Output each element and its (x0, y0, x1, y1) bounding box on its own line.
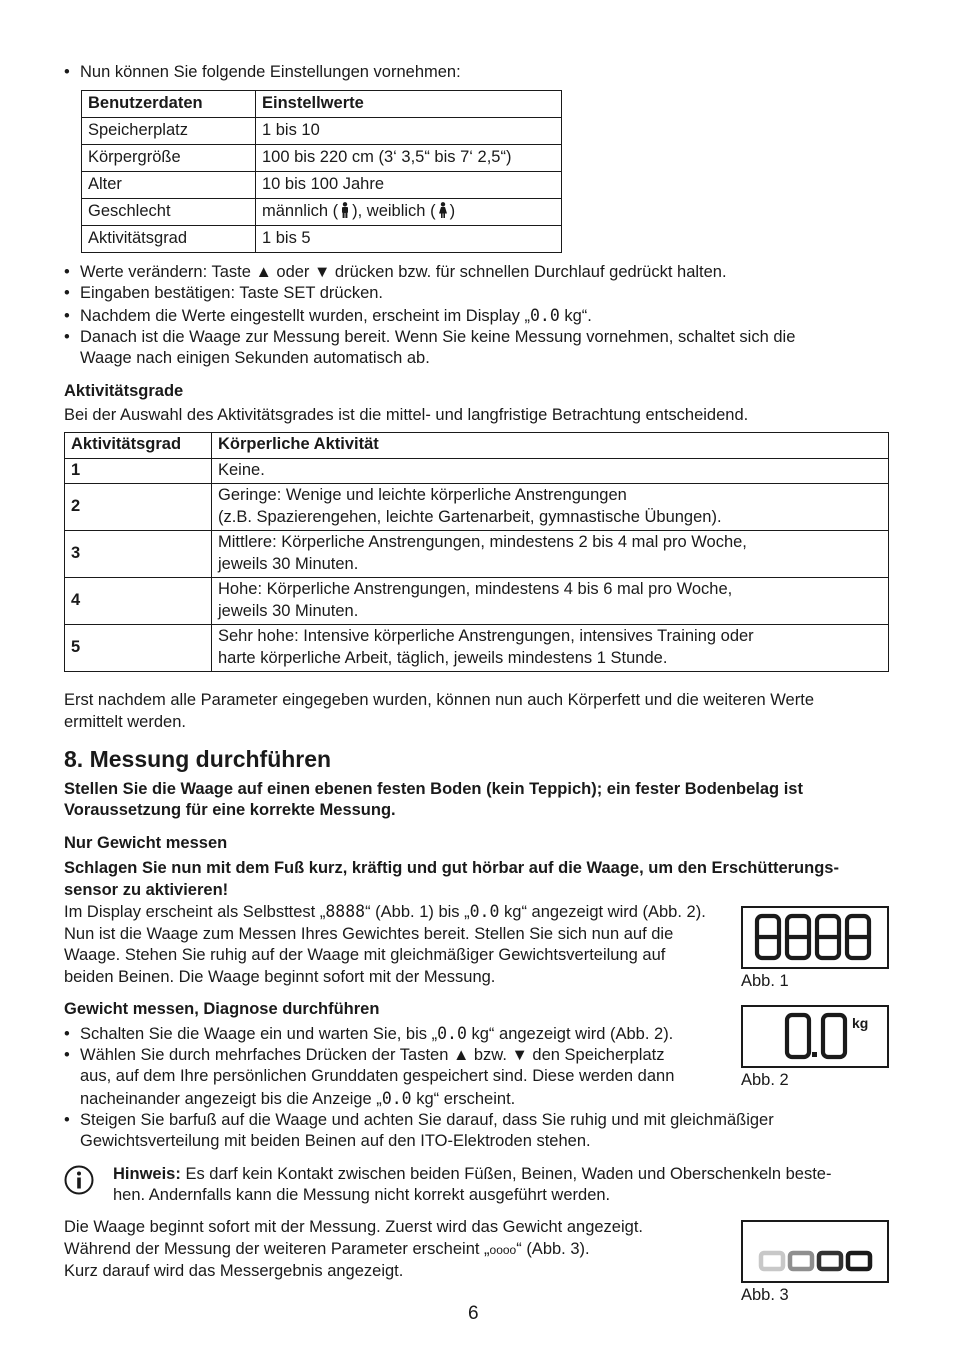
table-row (65, 625, 889, 672)
table-row (82, 199, 562, 226)
activity-heading: Aktivitätsgrade (64, 382, 184, 400)
table-row (82, 145, 562, 172)
display-figure-1 (741, 906, 889, 969)
paragraph: Im Display erscheint als Selbsttest „8888“ (Abb. 1) bis „0.0 kg“ angezeigt wird (Abb. 2). (64, 902, 706, 921)
bullet-item: • Nachdem die Werte eingestellt wurden, erscheint im Display „0.0 kg“. (64, 306, 592, 325)
table-cell: männlich ( ), weiblich ( ) (256, 199, 562, 226)
paragraph: Während der Messung der weiteren Parameter erscheint „oooo“ (Abb. 3). (64, 1240, 590, 1258)
table-cell: 5 (65, 625, 212, 672)
table-row (65, 484, 889, 531)
settings-table (81, 90, 562, 253)
weight-heading: Nur Gewicht messen (64, 834, 228, 852)
female-person-icon (438, 202, 448, 218)
table-row (65, 458, 889, 484)
table-cell: Sehr hohe: Intensive körperliche Anstrengungen, intensives Training oder harte körperliche Arbeit, täglich, jeweils mindestens 1 Stunde. (212, 625, 889, 672)
seven-segment-display (743, 1007, 887, 1066)
table-header-cell: Benutzerdaten (82, 91, 256, 118)
table-row (82, 118, 562, 145)
table-cell: Keine. (212, 458, 889, 484)
paragraph: beiden Beinen. Die Waage beginnt sofort mit der Messung. (64, 968, 496, 986)
bullet-item: • Eingaben bestätigen: Taste SET drücken. (64, 284, 384, 302)
table-header-row (65, 433, 889, 459)
table-header-cell: Körperliche Aktivität (212, 433, 889, 459)
table-cell: Geschlecht (82, 199, 256, 226)
seven-segment-display (743, 908, 887, 967)
paragraph: Nun ist die Waage zum Messen Ihres Gewichtes bereit. Stellen Sie sich nun auf die (64, 925, 674, 943)
intro-bullet: • Nun können Sie folgende Einstellungen vornehmen: (64, 63, 461, 81)
bullet-item: • Steigen Sie barfuß auf die Waage und achten Sie darauf, dass Sie ruhig und mit gleichmäßiger (64, 1111, 774, 1129)
bullet-continuation: Waage nach einigen Sekunden automatisch ab. (80, 349, 430, 367)
figure-caption: Abb. 3 (741, 1286, 789, 1304)
table-row (65, 578, 889, 625)
activity-table (64, 432, 889, 672)
table-cell: Geringe: Wenige und leichte körperliche Anstrengungen (z.B. Spazierengehen, leichte Gartenarbeit, gymnastische Übungen). (212, 484, 889, 531)
table-header-cell: Einstellwerte (256, 91, 562, 118)
table-cell: 1 (65, 458, 212, 484)
unit-label: kg (852, 1015, 869, 1031)
page-number: 6 (468, 1303, 479, 1324)
bullet-item: • Danach ist die Waage zur Messung bereit. Wenn Sie keine Messung vornehmen, schaltet sich die (64, 328, 796, 346)
table-cell: 10 bis 100 Jahre (256, 172, 562, 199)
paragraph: Erst nachdem alle Parameter eingegeben wurden, können nun auch Körperfett und die weiteren Werte (64, 691, 814, 709)
activity-intro: Bei der Auswahl des Aktivitätsgrades ist die mittel- und langfristige Betrachtung entscheidend. (64, 406, 749, 424)
paragraph: ermittelt werden. (64, 713, 186, 731)
table-cell: 1 bis 10 (256, 118, 562, 145)
display-figure-3 (741, 1220, 889, 1283)
paragraph: Waage. Stehen Sie ruhig auf der Waage mit gleichmäßiger Gewichtsverteilung auf (64, 946, 666, 964)
section-intro: Stellen Sie die Waage auf einen ebenen festen Boden (kein Teppich); ein fester Bodenbelag ist (64, 780, 803, 798)
bullet-continuation: nacheinander angezeigt bis die Anzeige „0.0 kg“ erscheint. (80, 1089, 516, 1108)
paragraph: Kurz darauf wird das Messergebnis angezeigt. (64, 1262, 404, 1280)
gender-male-text: männlich ( (262, 202, 339, 221)
weight-bold-text: Schlagen Sie nun mit dem Fuß kurz, kräftig und gut hörbar auf die Waage, um den Erschütterungs- (64, 859, 839, 877)
paragraph: Die Waage beginnt sofort mit der Messung. Zuerst wird das Gewicht angezeigt. (64, 1218, 643, 1236)
male-person-icon (340, 202, 350, 218)
table-row (82, 172, 562, 199)
table-cell: 100 bis 220 cm (3‘ 3,5“ bis 7‘ 2,5“) (256, 145, 562, 172)
diag-heading: Gewicht messen, Diagnose durchführen (64, 1000, 380, 1018)
table-header-cell: Aktivitätsgrad (65, 433, 212, 459)
bullet-item: • Werte verändern: Taste ▲ oder ▼ drücken bzw. für schnellen Durchlauf gedrückt halten. (64, 263, 727, 281)
display-figure-2 (741, 1005, 889, 1068)
seven-segment-display (743, 1222, 887, 1281)
section-intro: Voraussetzung für eine korrekte Messung. (64, 801, 396, 819)
hint-text: hen. Andernfalls kann die Messung nicht korrekt ausgeführt werden. (113, 1186, 611, 1204)
table-cell: 3 (65, 531, 212, 578)
hint-text: Hinweis: Es darf kein Kontakt zwischen beiden Füßen, Beinen, Waden und Oberschenkeln beste- (113, 1165, 832, 1183)
table-cell: 1 bis 5 (256, 226, 562, 253)
figure-caption: Abb. 2 (741, 1071, 789, 1089)
table-cell: Alter (82, 172, 256, 199)
table-cell: Speicherplatz (82, 118, 256, 145)
weight-bold-text: sensor zu aktivieren! (64, 881, 229, 899)
table-cell: Hohe: Körperliche Anstrengungen, mindestens 4 bis 6 mal pro Woche, jeweils 30 Minuten. (212, 578, 889, 625)
table-cell: 4 (65, 578, 212, 625)
info-icon (64, 1165, 94, 1195)
table-cell: Körpergröße (82, 145, 256, 172)
table-row (65, 531, 889, 578)
table-cell: Aktivitätsgrad (82, 226, 256, 253)
table-row (82, 226, 562, 253)
bullet-item: • Schalten Sie die Waage ein und warten Sie, bis „0.0 kg“ angezeigt wird (Abb. 2). (64, 1024, 674, 1043)
table-header-row (82, 91, 562, 118)
gender-female-text: ), weiblich ( (352, 202, 436, 221)
figure-caption: Abb. 1 (741, 972, 789, 990)
bullet-continuation: aus, auf dem Ihre persönlichen Grunddaten gespeichert sind. Diese werden dann (80, 1067, 675, 1085)
table-cell: 2 (65, 484, 212, 531)
bullet-item: • Wählen Sie durch mehrfaches Drücken der Tasten ▲ bzw. ▼ den Speicherplatz (64, 1046, 665, 1064)
table-cell: Mittlere: Körperliche Anstrengungen, mindestens 2 bis 4 mal pro Woche, jeweils 30 Minuten. (212, 531, 889, 578)
section-title: 8. Messung durchführen (64, 746, 332, 772)
bullet-continuation: Gewichtsverteilung mit beiden Beinen auf den ITO-Elektroden stehen. (80, 1132, 591, 1150)
display-reading: 0.0 (529, 306, 560, 325)
